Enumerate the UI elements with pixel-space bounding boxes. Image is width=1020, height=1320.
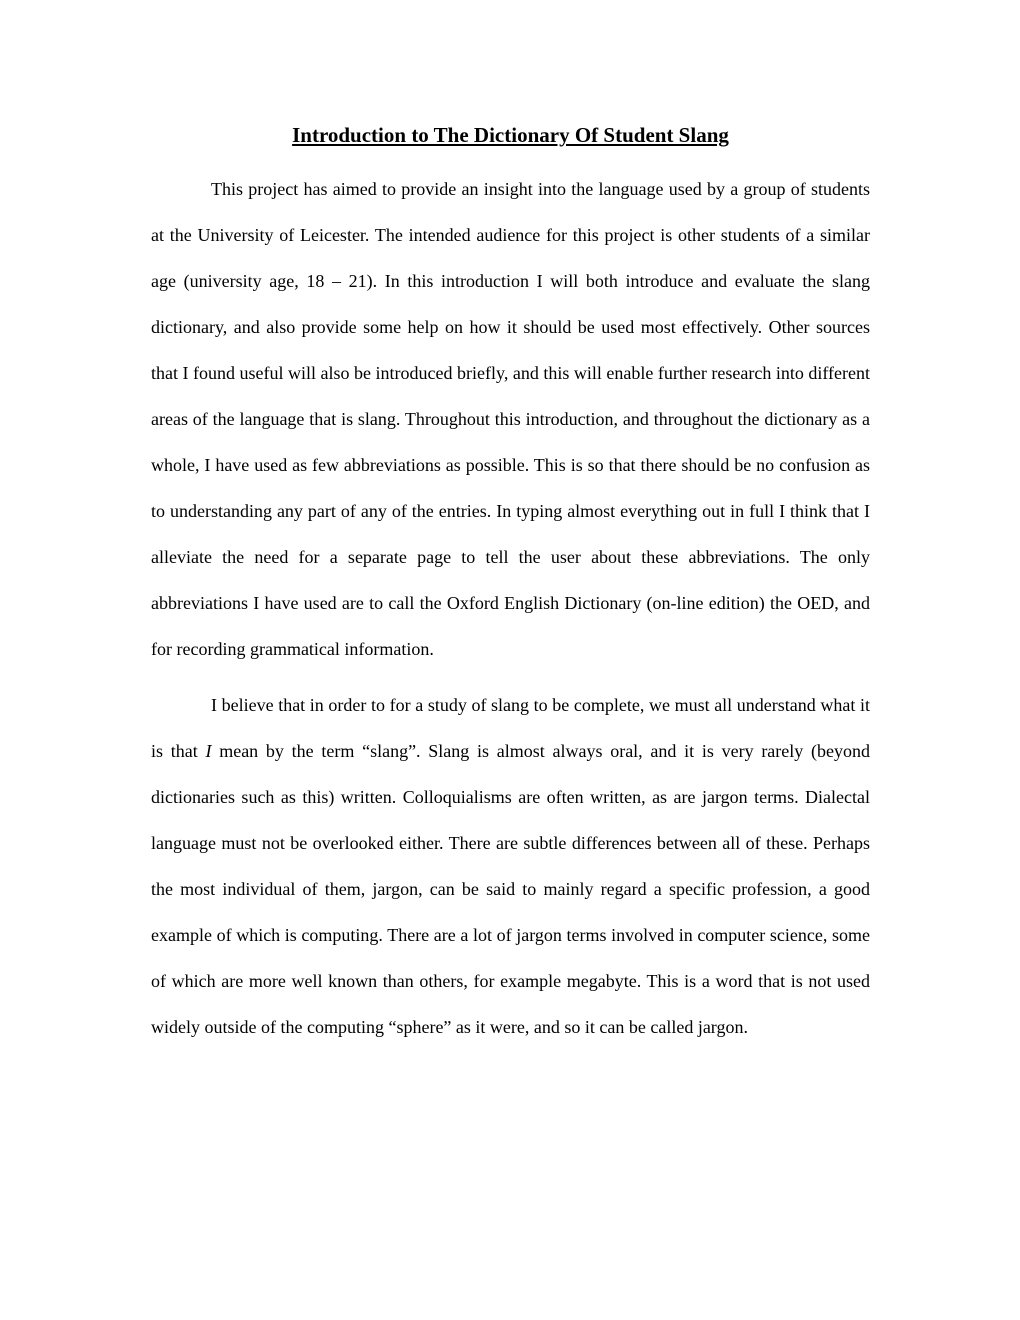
document-page xyxy=(151,118,870,1050)
paragraph-text-end: mean by the term “slang”. Slang is almost always oral, and it is very rarely (beyond dictionaries such as this) written. Colloquialisms are often written, as are jargon terms. Dialectal language must not be overlooked either. There are subtle differences between all of these. Perhaps the most individual of them, jargon, can be said to mainly regard a specific profession, a good example of which is computing. There are a lot of jargon terms involved in computer science, some of which are more well known than others, for example megabyte. This is a word that is not used widely outside of the computing “sphere” as it were, and so it can be called jargon. xyxy=(151,741,870,1037)
document-title: Introduction to The Dictionary Of Student Slang xyxy=(292,123,729,147)
paragraph-slang-definition xyxy=(151,682,870,1050)
paragraph-intro: This project has aimed to provide an insight into the language used by a group of students at the University of Leicester. The intended audience for this project is other students of a similar age (university age, 18 – 21). In this introduction I will both introduce and evaluate the slang dictionary, and also provide some help on how it should be used most effectively. Other sources that I found useful will also be introduced briefly, and this will enable further research into different areas of the language that is slang. Throughout this introduction, and throughout the dictionary as a whole, I have used as few abbreviations as possible. This is so that there should be no confusion as to understanding any part of any of the entries. In typing almost everything out in full I think that I alleviate the need for a separate page to tell the user about these abbreviations. The only abbreviations I have used are to call the Oxford English Dictionary (on-line edition) the OED, and for recording grammatical information. xyxy=(151,179,870,659)
emphasis-word: I xyxy=(205,741,212,761)
paragraph-text-start: I believe that in order to for a study of slang to be complete, we must all understand what it is that xyxy=(151,695,870,761)
